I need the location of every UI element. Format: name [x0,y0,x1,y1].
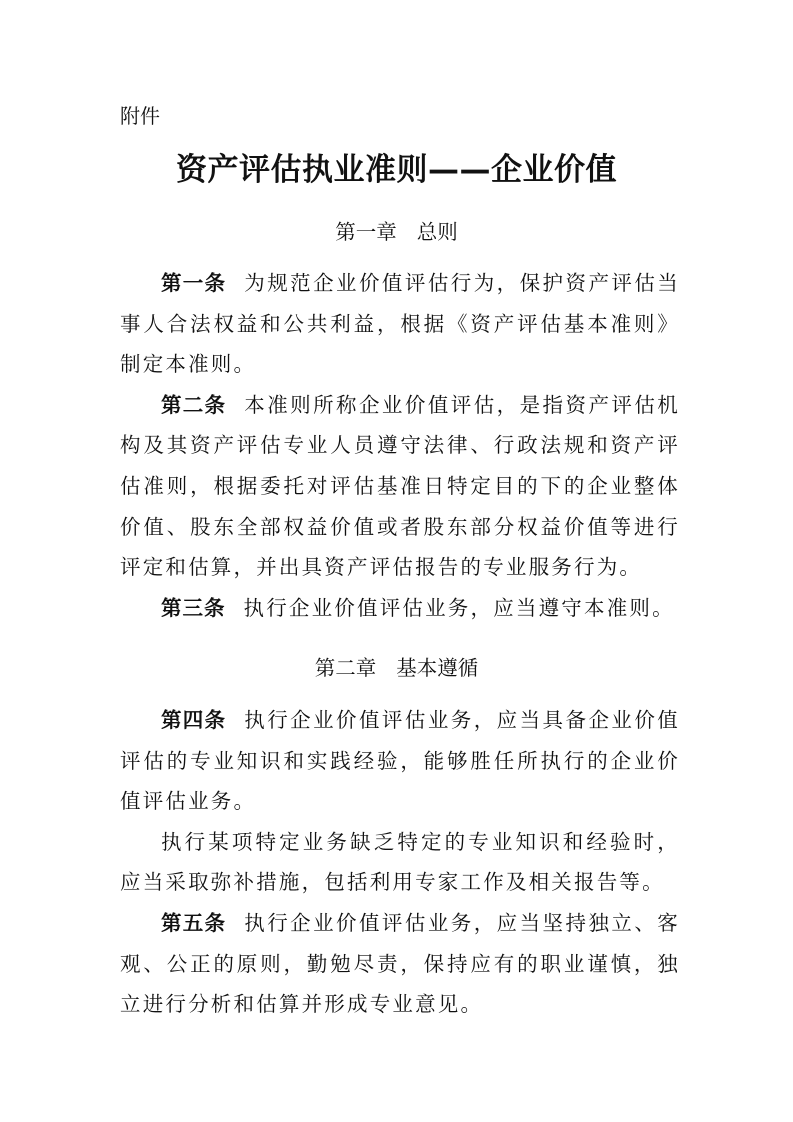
chapter-1-body [120,263,680,628]
article-label: 第四条 [161,708,227,732]
paragraph-text: 执行某项特定业务缺乏特定的专业知识和经验时，应当采取弥补措施，包括利用专家工作及相关报告等。 [120,829,680,895]
chapter-heading-2 [0,654,793,682]
article-paragraph [120,385,680,588]
chapter-label: 第一章 [335,220,397,244]
chapter-name: 基本遵循 [396,656,479,680]
article-text: 执行企业价值评估业务，应当遵守本准则。 [243,595,675,620]
article-paragraph [120,903,680,1025]
article-text: 执行企业价值评估业务，应当坚持独立、客观、公正的原则，勤勉尽责，保持应有的职业谨慎，独立进行分析和估算并形成专业意见。 [120,910,680,1017]
document-title: 资产评估执业准则——企业价值 [176,152,617,188]
article-paragraph [120,263,680,385]
chapter-name: 总则 [416,220,458,244]
chapter-label: 第二章 [314,656,377,680]
article-label: 第五条 [161,910,227,935]
article-label: 第三条 [161,595,226,620]
article-paragraph [120,588,680,629]
chapter-heading-1 [0,218,793,246]
article-label: 第一条 [161,271,227,295]
article-paragraph [120,700,680,822]
chapter-2-body [120,700,680,1025]
article-text: 执行企业价值评估业务，应当具备企业价值评估的专业知识和实践经验，能够胜任所执行的企业价值评估业务。 [120,708,680,814]
continuation-paragraph [120,822,680,903]
article-text: 为规范企业价值评估行为，保护资产评估当事人合法权益和公共利益，根据《资产评估基本准则》制定本准则。 [120,271,680,377]
attachment-label: 附件 [120,104,160,128]
article-text: 本准则所称企业价值评估，是指资产评估机构及其资产评估专业人员遵守法律、行政法规和资产评估准则，根据委托对评估基准日特定目的下的企业整体价值、股东全部权益价值或者股东部分权益价值等进行评定和估算，并出具资产评估报告的专业服务行为。 [120,392,680,580]
article-label: 第二条 [161,392,227,417]
